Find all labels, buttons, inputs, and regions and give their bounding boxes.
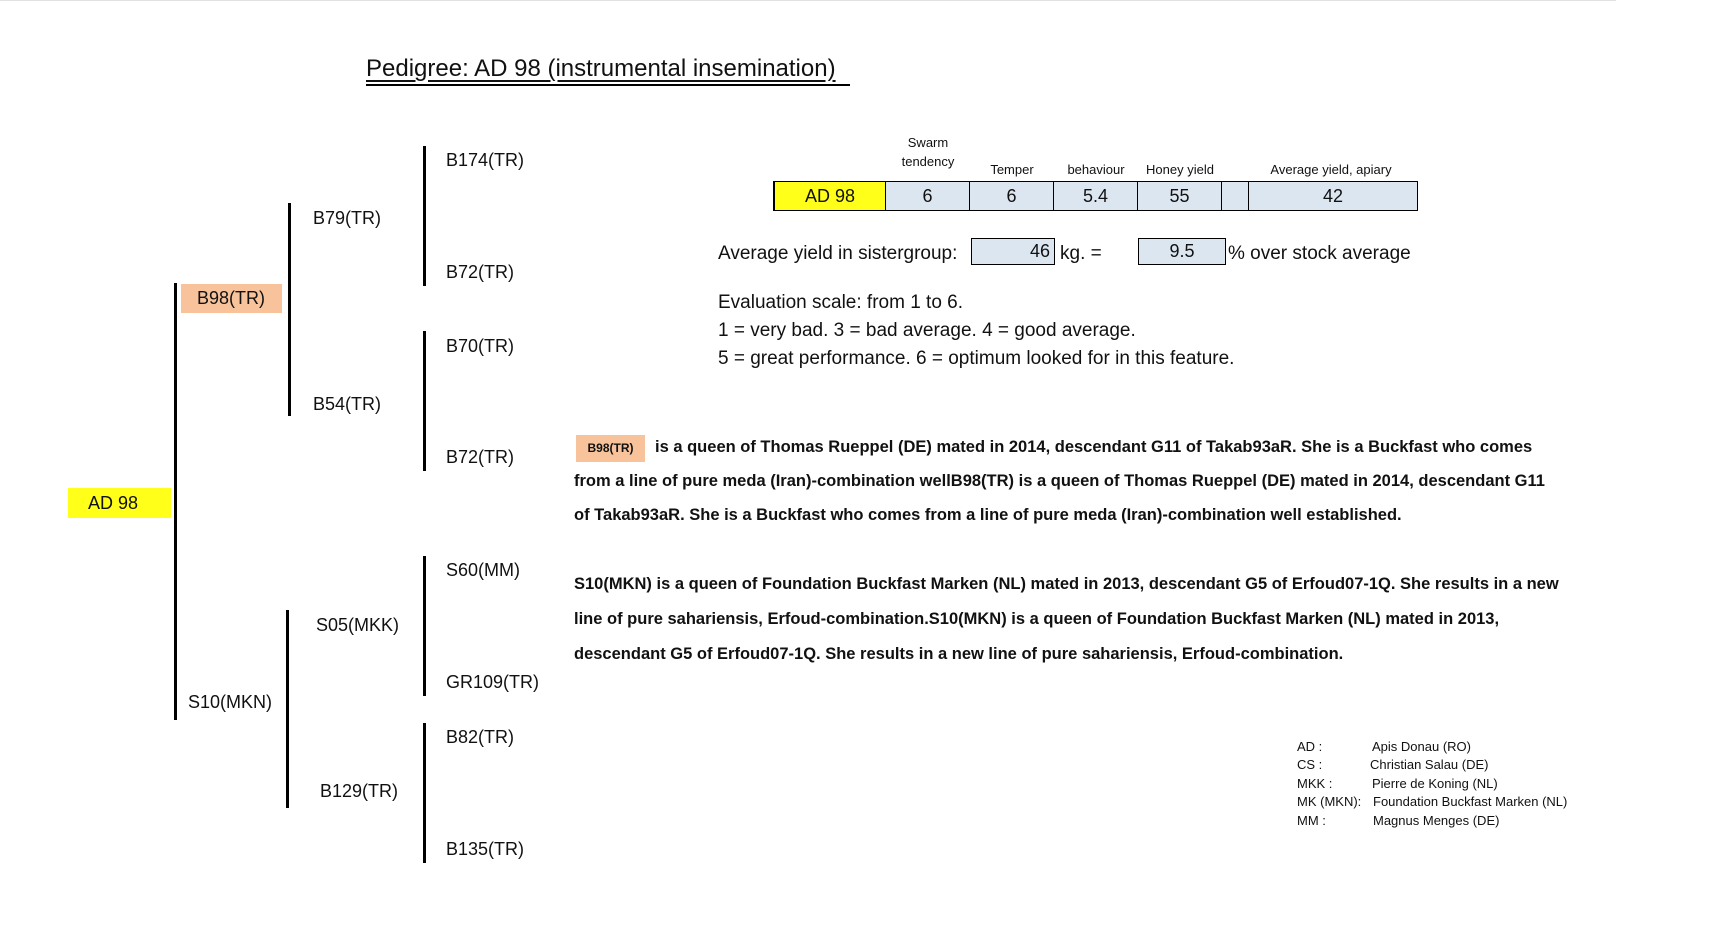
legend-name-ad: Apis Donau (RO) bbox=[1372, 739, 1471, 754]
header-average-yield-apiary: Average yield, apiary bbox=[1270, 162, 1392, 177]
legend-name-mk: Foundation Buckfast Marken (NL) bbox=[1373, 794, 1568, 809]
tree-line-root bbox=[174, 283, 177, 720]
tree-node-b98: B98(TR) bbox=[181, 284, 282, 313]
tree-node-b129: B129(TR) bbox=[320, 781, 399, 801]
sistergroup-percent-box bbox=[1138, 238, 1226, 265]
description-s10-line-1: S10(MKN) is a queen of Foundation Buckfast Marken (NL) mated in 2013, descendant G5 of Erfoud07-1Q. She results in a new bbox=[574, 575, 1559, 593]
legend-abbr-mm: MM : bbox=[1297, 813, 1326, 828]
description-b98-line-1: is a queen of Thomas Rueppel (DE) mated in 2014, descendant G11 of Takab93aR. She is a Buckfast who comes bbox=[655, 438, 1533, 456]
evaluation-line-3: 5 = great performance. 6 = optimum looked for in this feature. bbox=[718, 348, 1235, 369]
cell-behaviour: 5.4 bbox=[1054, 182, 1138, 210]
tree-line-b98 bbox=[288, 203, 291, 416]
evaluation-line-1: Evaluation scale: from 1 to 6. bbox=[718, 292, 964, 313]
cell-average-yield: 42 bbox=[1249, 182, 1417, 210]
header-temper: Temper bbox=[990, 162, 1034, 177]
tree-node-s10: S10(MKN) bbox=[188, 692, 273, 712]
tree-node-gr109: GR109(TR) bbox=[446, 672, 540, 692]
legend-abbr-mkk: MKK : bbox=[1297, 776, 1333, 791]
header-swarm-tendency: Swarm tendency bbox=[901, 135, 955, 169]
title-underline bbox=[366, 84, 850, 86]
cell-empty bbox=[1222, 182, 1249, 210]
tree-line-s05 bbox=[423, 556, 426, 696]
tree-node-b72a: B72(TR) bbox=[446, 262, 515, 282]
tree-node-b174: B174(TR) bbox=[446, 150, 525, 170]
sistergroup-value-box bbox=[971, 238, 1055, 265]
tree-node-b70: B70(TR) bbox=[446, 336, 515, 356]
legend-name-mkk: Pierre de Koning (NL) bbox=[1372, 776, 1498, 791]
header-honey-yield: Honey yield bbox=[1146, 162, 1214, 177]
sistergroup-unit: kg. = bbox=[1060, 243, 1102, 264]
tree-line-b79 bbox=[423, 146, 426, 286]
evaluation-row bbox=[773, 181, 1418, 211]
legend-name-cs: Christian Salau (DE) bbox=[1370, 757, 1489, 772]
description-b98-line-3: of Takab93aR. She is a Buckfast who comes from a line of pure meda (Iran)-combination well established. bbox=[574, 506, 1402, 524]
tree-line-b54 bbox=[423, 331, 426, 471]
header-behaviour: behaviour bbox=[1067, 162, 1125, 177]
sistergroup-percent: 9.5 bbox=[1169, 241, 1195, 261]
page-title: Pedigree: AD 98 (instrumental insemination) bbox=[366, 55, 836, 82]
description-s10-line-2: line of pure sahariensis, Erfoud-combination.S10(MKN) is a queen of Foundation Buckfast Marken (NL) mated in 2013, bbox=[574, 610, 1500, 628]
cell-name: AD 98 bbox=[775, 182, 886, 210]
sistergroup-label: Average yield in sistergroup: bbox=[718, 243, 958, 264]
tree-line-s10 bbox=[286, 610, 289, 808]
tree-node-root: AD 98 bbox=[68, 488, 171, 518]
legend-name-mm: Magnus Menges (DE) bbox=[1373, 813, 1500, 828]
top-border-line bbox=[0, 0, 1616, 1]
tree-node-b72b: B72(TR) bbox=[446, 447, 515, 467]
b98-tag: B98(TR) bbox=[576, 435, 645, 462]
legend-abbr-mk: MK (MKN): bbox=[1297, 794, 1362, 809]
evaluation-line-2: 1 = very bad. 3 = bad average. 4 = good average. bbox=[718, 320, 1136, 341]
cell-swarm: 6 bbox=[886, 182, 970, 210]
tree-node-b54: B54(TR) bbox=[313, 394, 382, 414]
sistergroup-suffix: % over stock average bbox=[1228, 243, 1411, 264]
tree-node-b135: B135(TR) bbox=[446, 839, 525, 859]
tree-node-b79: B79(TR) bbox=[313, 208, 382, 228]
description-s10-line-3: descendant G5 of Erfoud07-1Q. She results in a new line of pure sahariensis, Erfoud-combination. bbox=[574, 645, 1344, 663]
tree-line-b129 bbox=[423, 723, 426, 863]
cell-temper: 6 bbox=[970, 182, 1054, 210]
tree-node-s60: S60(MM) bbox=[446, 560, 521, 580]
legend-abbr-ad: AD : bbox=[1297, 739, 1323, 754]
description-b98-line-2: from a line of pure meda (Iran)-combination wellB98(TR) is a queen of Thomas Rueppel (DE) mated in 2014, descendant G11 bbox=[574, 472, 1545, 490]
cell-honey-yield: 55 bbox=[1138, 182, 1222, 210]
tree-node-s05: S05(MKK) bbox=[316, 615, 400, 635]
legend-abbr-cs: CS : bbox=[1297, 757, 1323, 772]
tree-node-b82: B82(TR) bbox=[446, 727, 515, 747]
sistergroup-value: 46 bbox=[1029, 241, 1050, 261]
